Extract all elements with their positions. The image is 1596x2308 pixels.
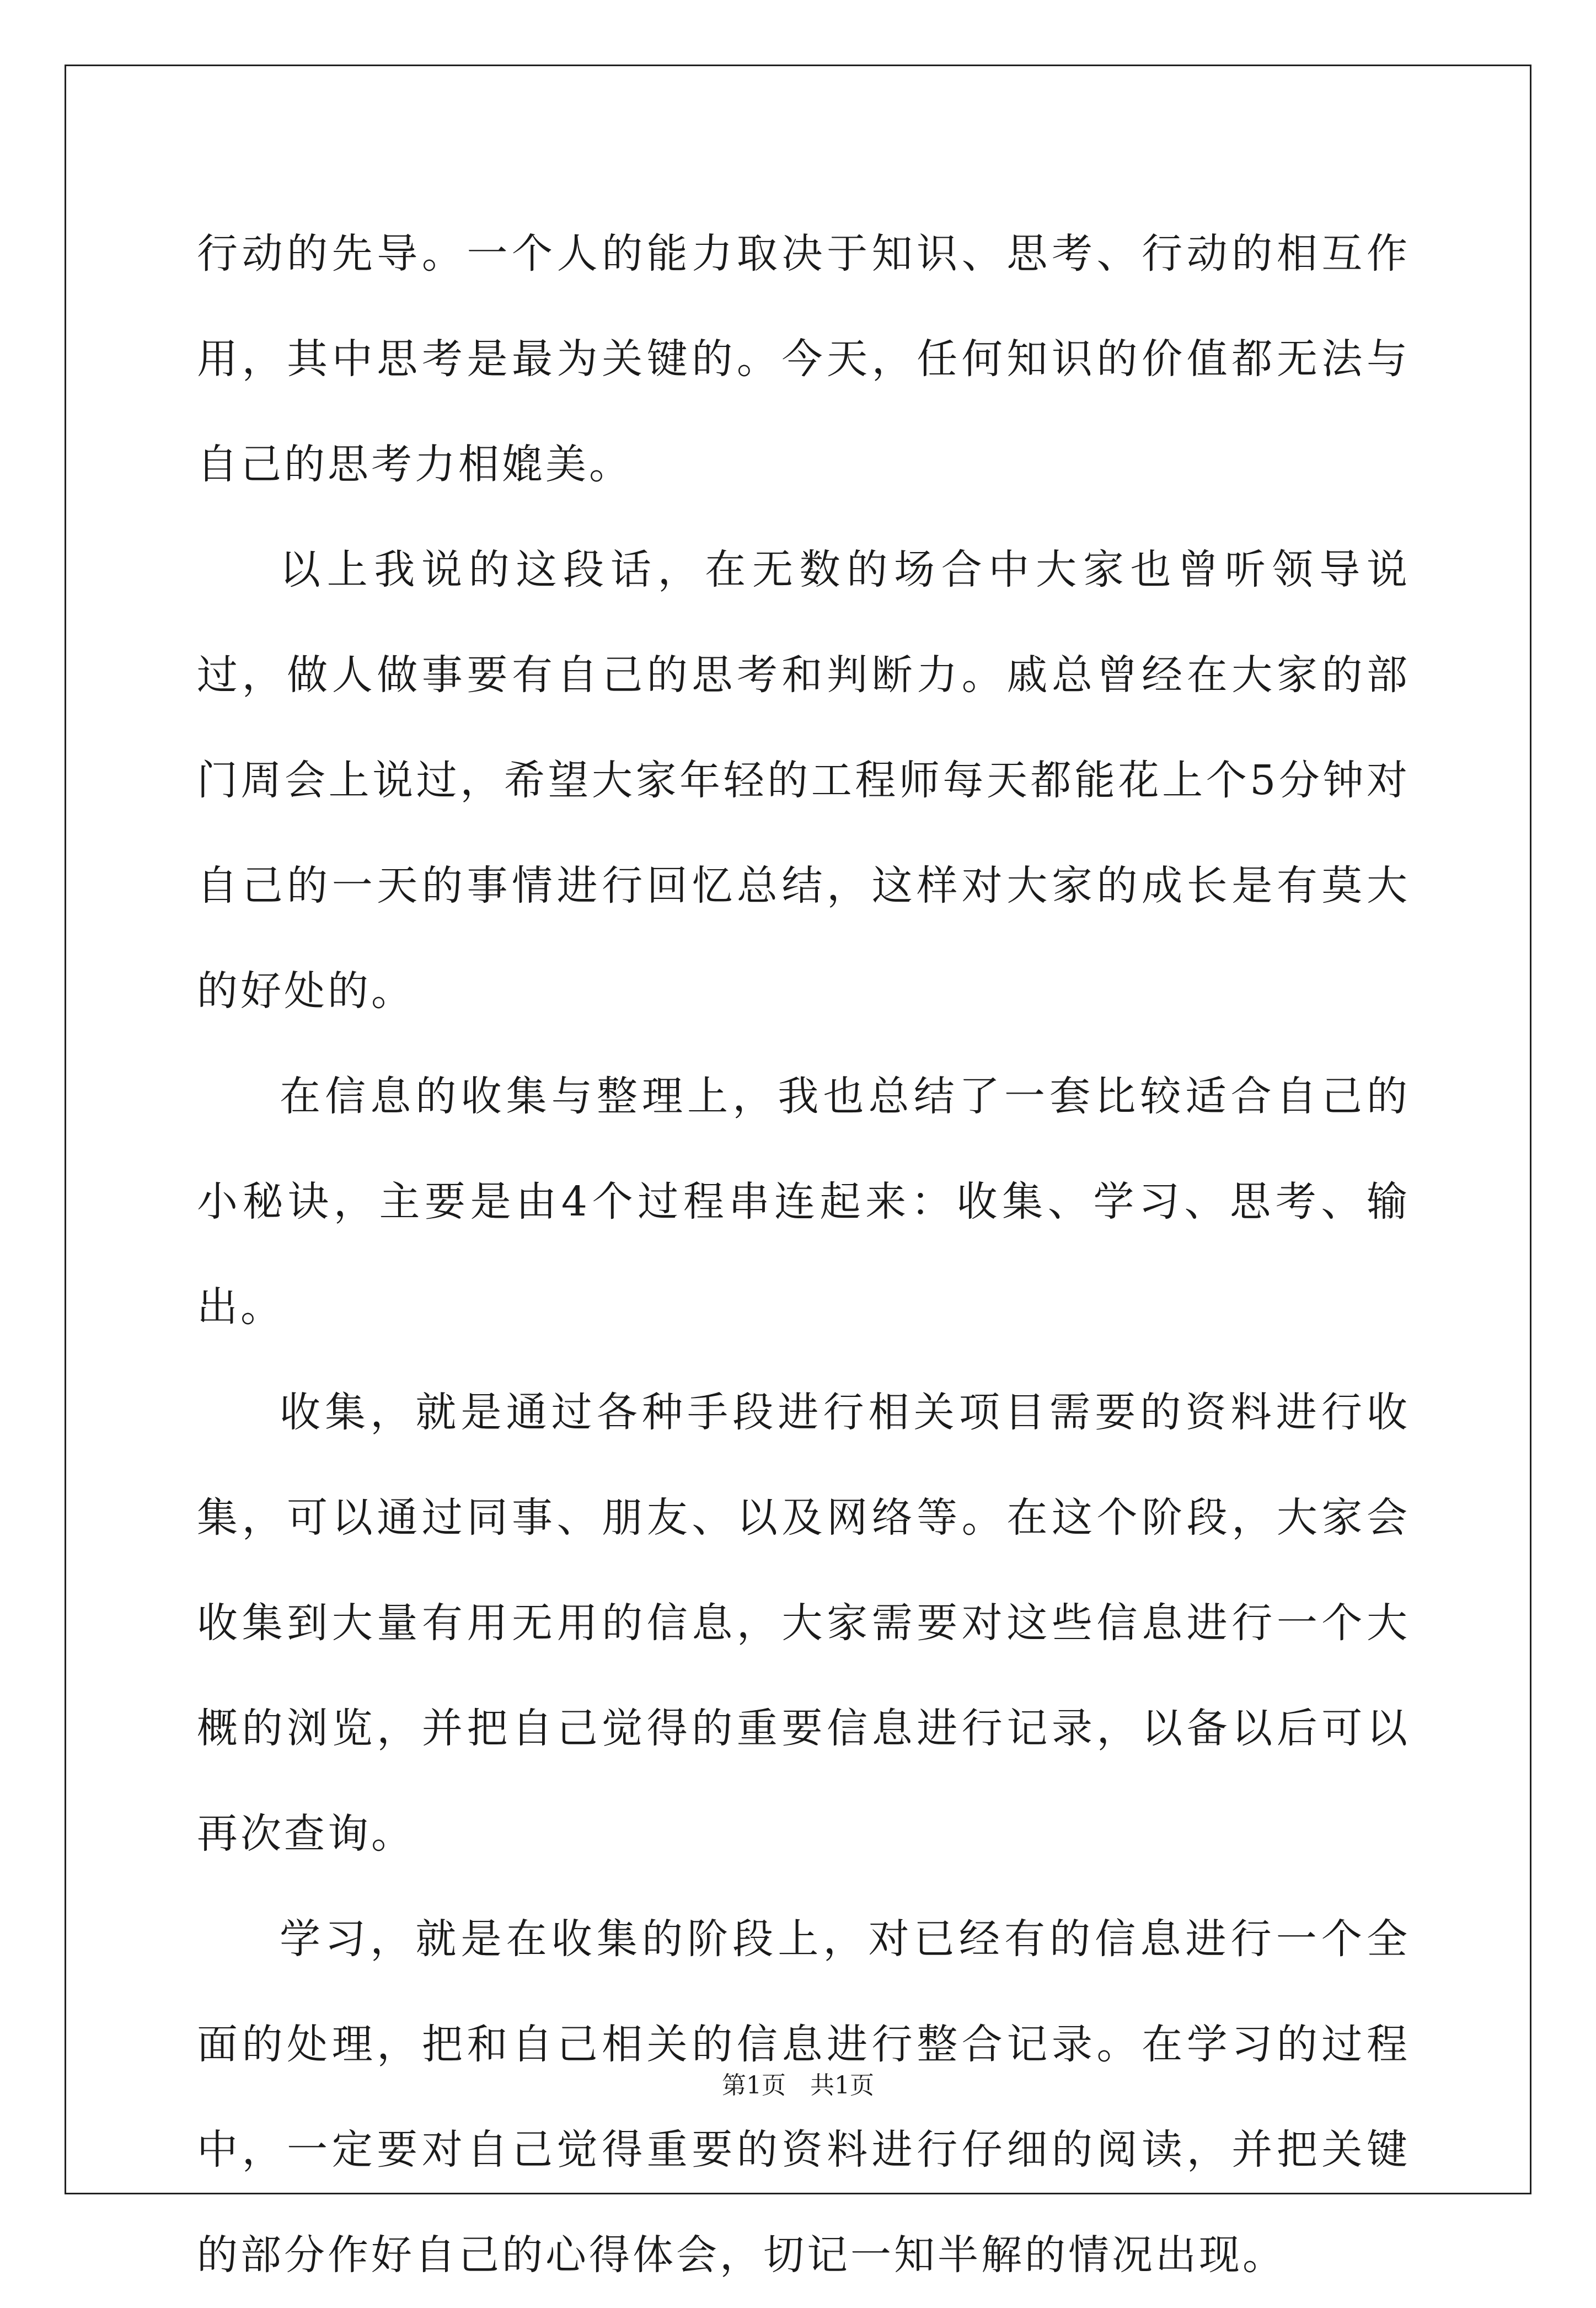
paragraph-1: 行动的先导。一个人的能力取决于知识、思考、行动的相互作用，其中思考是最为关键的。今天，任何知识的价值都无法与自己的思考力相媲美。 xyxy=(197,230,1410,488)
paragraph-2: 以上我说的这段话，在无数的场合中大家也曾听领导说过，做人做事要有自己的思考和判断力。戚总曾经在大家的部门周会上说过，希望大家年轻的工程师每天都能花上个5分钟对自己的一天的事情进行回忆总结，这样对大家的成长是有莫大的好处的。 xyxy=(197,546,1410,1015)
paragraph-5: 学习，就是在收集的阶段上，对已经有的信息进行一个全面的处理，把和自己相关的信息进行整合记录。在学习的过程中，一定要对自己觉得重要的资料进行仔细的阅读，并把关键的部分作好自己的心得体会，切记一知半解的情况出现。 xyxy=(197,1915,1410,2279)
document-body xyxy=(197,201,1410,2308)
paragraph-4: 收集，就是通过各种手段进行相关项目需要的资料进行收集，可以通过同事、朋友、以及网络等。在这个阶段，大家会收集到大量有用无用的信息，大家需要对这些信息进行一个大概的浏览，并把自己觉得的重要信息进行记录，以备以后可以再次查询。 xyxy=(197,1389,1410,1857)
paragraph-3: 在信息的收集与整理上，我也总结了一套比较适合自己的小秘诀，主要是由4个过程串连起来：收集、学习、思考、输出。 xyxy=(197,1073,1410,1331)
page-footer: 第1页 共1页 xyxy=(722,2071,874,2100)
